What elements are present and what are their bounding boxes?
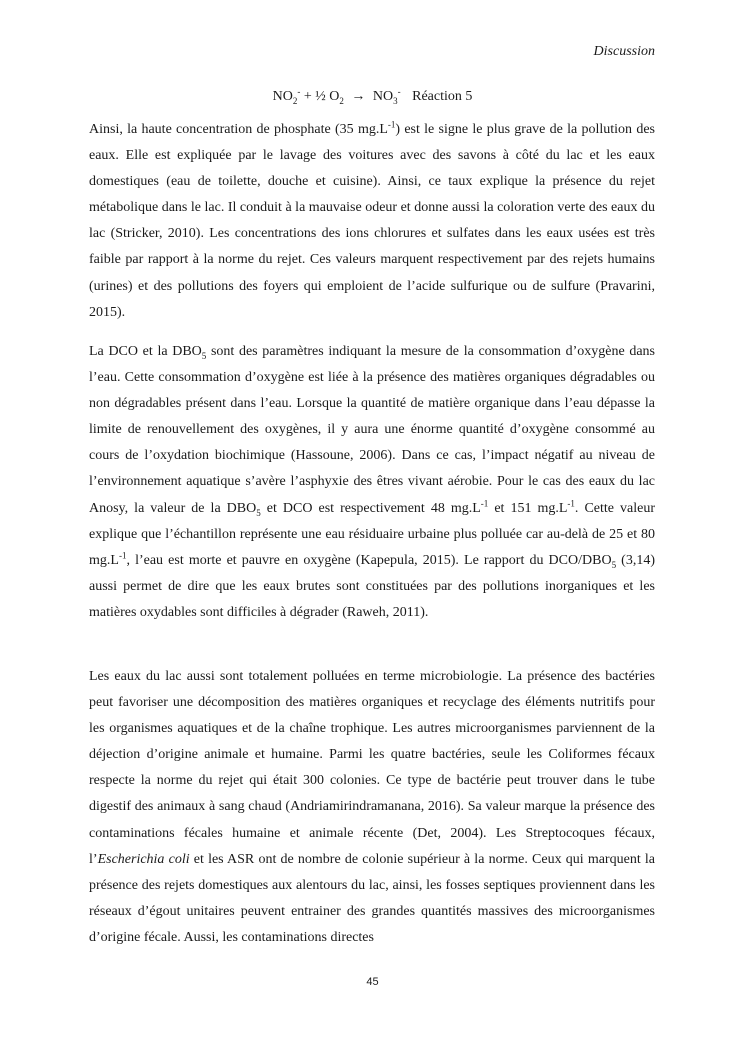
reaction-arrow: → xyxy=(351,89,366,104)
paragraph-microbiology: Les eaux du lac aussi sont totalement polluées en terme microbiologie. La présence des bactéries peut favoriser une décomposition des matières organiques et recyclage des éléments nutritifs pour les organismes aquatiques et de la chaîne trophique. Les autres microorganismes parviennent de la déjection d’origine animale et humaine. Parmi les quatre bactéries, seule les Coliformes fécaux respecte la norme du rejet qui était 300 colonies. Ce type de bactérie peut trouver dans le tube digestif des animaux à sang chaud (Andriamirindramanana, 2016). Sa valeur marque la présence des contaminations fécales humaine et animale récente (Det, 2004). Les Streptocoques fécaux, l’Escherichia coli et les ASR ont de nombre de colonie supérieur à la norme. Ceux qui marquent la présence des rejets domestiques aux alentours du lac, ainsi, les fosses septiques proviennent dans les réseaux d’égout unitaires peuvent entrainer des grandes quantités massives des microorganismes d’origine fécale. Aussi, les contaminations directes xyxy=(89,669,655,945)
reaction-label: Réaction 5 xyxy=(412,89,473,104)
equation-o2: + ½ $O_2$ xyxy=(300,89,344,106)
equation-no2: $NO_2^-$ xyxy=(272,86,301,106)
running-header: Discussion xyxy=(593,44,655,59)
reaction-equation xyxy=(0,88,745,106)
equation-no3: $NO_3^-$ xyxy=(372,86,401,106)
page-number: 45 xyxy=(366,976,379,988)
paragraph-dco-dbo: La DCO et la $DBO_5$ sont des paramètres indiquant la mesure de la consommation d’oxygène dans l’eau. Cette consommation d’oxygène est liée à la présence des matières organiques dégradables ou non dégradables présent dans l’eau. Lorsque la quantité de matière organique dans l’eau dépasse la limite de renouvellement des oxygènes, il y aura une énorme quantité d’oxygène consommé au cours de l’oxydation biochimique (Hassoune, 2006). Dans ce cas, l’impact négatif au niveau de l’environnement aquatique s’avère l’asphyxie des êtres vivant aérobie. Pour le cas des eaux du lac Anosy, la valeur de la $DBO_5$ et DCO est respectivement 48 $mg.L^{-1}$ et 151 $mg.L^{-1}$. Cette valeur explique que l’échantillon représente une eau résiduaire urbaine plus polluée car au-delà de 25 et 80 $mg.L^{-1}$, l’eau est morte et pauvre en oxygène (Kapepula, 2015). Le rapport du DCO/$DBO_5$ (3,14) aussi permet de dire que les eaux brutes sont constituées par des pollutions inorganiques et les matières oxydables sont difficiles à dégrader (Raweh, 2011). xyxy=(89,344,655,620)
species-name: Escherichia coli xyxy=(97,851,190,867)
paragraph-phosphate: Ainsi, la haute concentration de phosphate (35 $mg.L^{-1}$) est le signe le plus grave de la pollution des eaux. Elle est expliquée par le lavage des voitures avec des savons à côté du lac et les eaux domestiques (eau de toilette, douche et cuisine). Ainsi, ce taux explique la présence du rejet métabolique dans le lac. Il conduit à la mauvaise odeur et donne aussi la coloration verte des eaux du lac (Stricker, 2010). Les concentrations des ions chlorures et sulfates dans les eaux usées est très faible par rapport à la norme du rejet. Ces valeurs marquent respectivement par des rejets humains (urines) et des pollutions des foyers qui emploient de l’acide sulfurique ou de sulfure (Pravarini, 2015). xyxy=(89,119,655,320)
